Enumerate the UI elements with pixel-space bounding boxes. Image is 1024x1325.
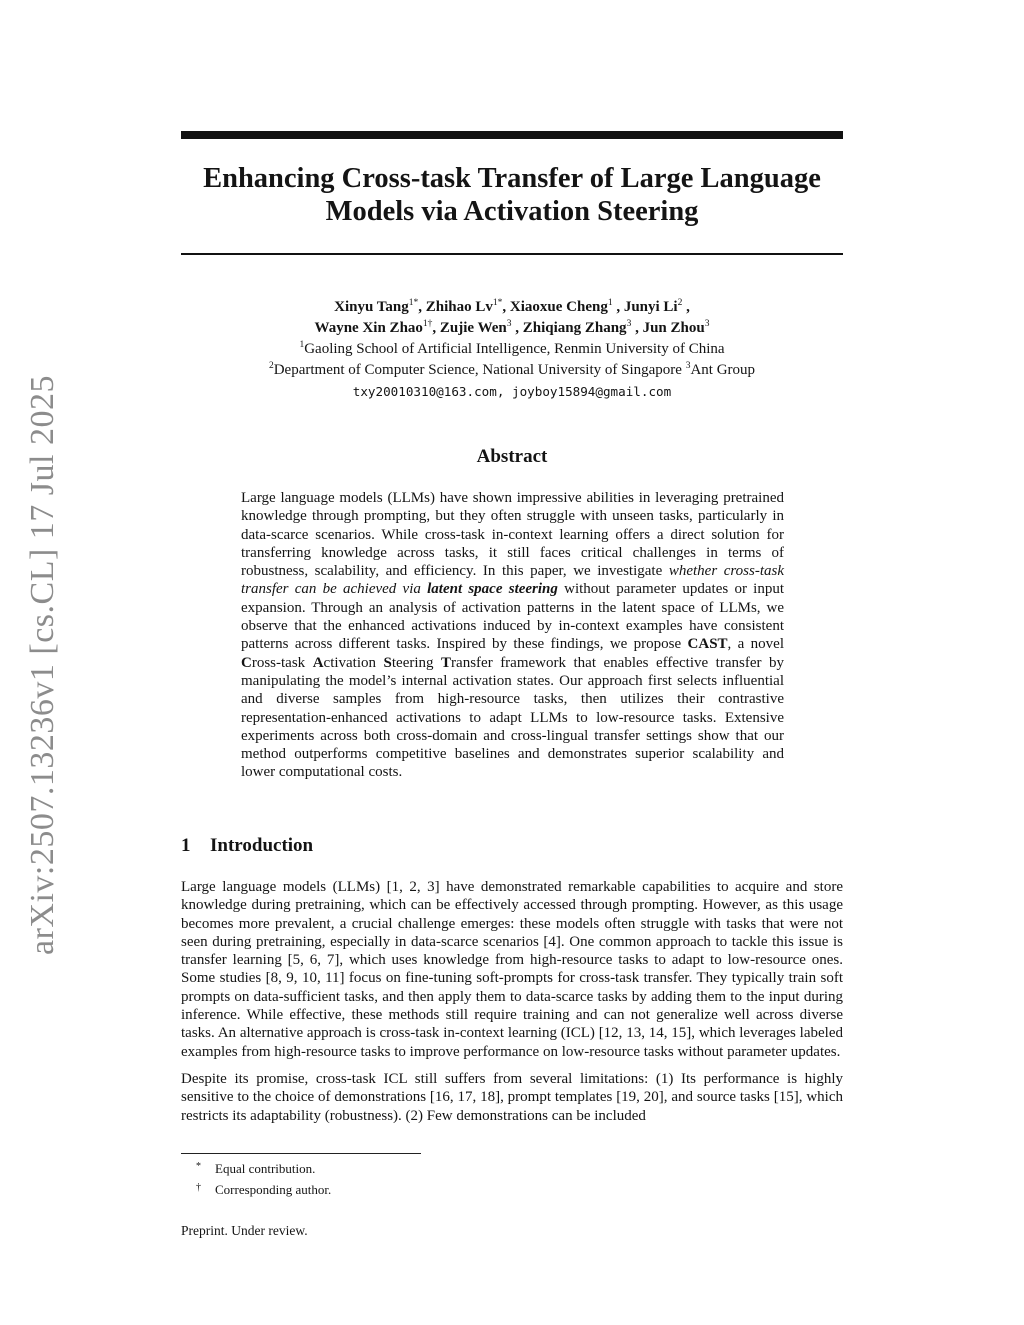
affiliation-text: Department of Computer Science, National University of Singapore bbox=[273, 362, 686, 378]
abstract-emphasis: latent space steering bbox=[427, 581, 558, 598]
footnote-mark: † bbox=[196, 1182, 201, 1193]
footnote-rule bbox=[181, 1153, 421, 1154]
author: Zhiqiang Zhang bbox=[522, 320, 627, 336]
footnote-text: Corresponding author. bbox=[215, 1182, 332, 1197]
author-affiliation-mark: 1† bbox=[422, 319, 433, 329]
author-affiliation-mark: 3 bbox=[704, 319, 710, 329]
affiliation-1 bbox=[181, 339, 843, 360]
footnote bbox=[196, 1178, 331, 1199]
acronym-letter: A bbox=[312, 654, 324, 671]
abstract-text: without parameter updates or input expansion. Through an analysis of activation patterns in the latent space of LLMs, we observe that the enhanced activations induced by in-context examples have consistent patterns across different tasks. Inspired by these findings, we propose bbox=[241, 581, 784, 653]
abstract-heading: Abstract bbox=[476, 446, 548, 467]
abstract-italic-text: whether cross-task transfer can be achieved via bbox=[241, 563, 784, 598]
section-number: 1 bbox=[181, 835, 191, 856]
section-title: Introduction bbox=[210, 835, 314, 856]
author-block bbox=[181, 297, 843, 402]
author-separator: , bbox=[432, 320, 440, 336]
author-line-2 bbox=[181, 318, 843, 339]
author: Junyi Li bbox=[623, 299, 678, 315]
title-bottom-rule bbox=[181, 253, 843, 255]
author-line-1 bbox=[181, 297, 843, 318]
abstract-text: ransfer framework that enables effective transfer by manipulating the model’s internal activation states. Our approach first selects influential and diverse samples from high-resource tasks, then utilizes their contrastive representation-enhanced activations to adapt LLMs to low-resource tasks. Extensive experiments across both cross-domain and cross-lingual transfer settings show that our method outperforms competitive baselines and demonstrates superior scalability and lower computational costs. bbox=[241, 654, 784, 781]
author-emails: txy20010310@163.com, joyboy15894@gmail.com bbox=[352, 384, 672, 399]
author-affiliation-mark: 2 bbox=[677, 298, 683, 308]
author-affiliation-mark: 3 bbox=[506, 319, 512, 329]
affiliation-text: Gaoling School of Artificial Intelligence, Renmin University of China bbox=[304, 341, 725, 357]
author: Zhihao Lv bbox=[425, 299, 493, 315]
author: Xinyu Tang bbox=[334, 299, 409, 315]
abstract-text: , a novel bbox=[727, 636, 784, 653]
author-separator: , bbox=[631, 320, 643, 336]
author-separator: , bbox=[682, 299, 690, 315]
title-top-rule bbox=[181, 131, 843, 139]
affiliation-mark: 1 bbox=[299, 340, 305, 350]
author: Zujie Wen bbox=[439, 320, 507, 336]
abstract-text: Large language models (LLMs) have shown impressive abilities in leveraging pretrained knowledge through prompting, but they often struggle with unseen tasks, particularly in data-scarce scenarios. While cross-task in-context learning offers a direct solution for transferring knowledge across tasks, it still faces critical challenges in terms of robustness, scalability, and efficiency. In this paper, we investigate bbox=[241, 490, 784, 580]
author: Jun Zhou bbox=[642, 320, 705, 336]
abstract-text: ctivation bbox=[323, 654, 384, 671]
author: Xiaoxue Cheng bbox=[509, 299, 608, 315]
author-separator: , bbox=[612, 299, 624, 315]
paragraph: Large language models (LLMs) [1, 2, 3] have demonstrated remarkable capabilities to acquire and store knowledge during pretraining, which can be effectively accessed through prompting. However, as this usage becomes more prevalent, a crucial challenge emerges: these models often struggle with tasks that were not seen during pretraining, especially in data-scarce scenarios [4]. One common approach to tackle this issue is transfer learning [5, 6, 7], which uses knowledge from high-resource tasks to adapt to low-resource ones. Some studies [8, 9, 10, 11] focus on fine-tuning soft-prompts for cross-task transfer. They typically train soft prompts on data-sufficient tasks, and then apply them to data-scarce tasks by adding them to the input during inference. While effective, these methods still require training and can not generalize well across diverse tasks. An alternative approach is cross-task in-context learning (ICL) [12, 13, 14, 15], which leverages labeled examples from high-resource tasks to improve performance on low-resource tasks without parameter updates. bbox=[181, 879, 843, 1060]
footnote-text: Equal contribution. bbox=[215, 1161, 316, 1176]
author-affiliation-mark: 3 bbox=[626, 319, 632, 329]
author-separator: , bbox=[511, 320, 523, 336]
author: Wayne Xin Zhao bbox=[314, 320, 423, 336]
section-heading-introduction bbox=[181, 835, 313, 857]
author-affiliation-mark: 1* bbox=[408, 298, 419, 308]
affiliation-mark: 3 bbox=[685, 361, 691, 371]
abstract-text: teering bbox=[391, 654, 442, 671]
arxiv-stamp: arXiv:2507.13236v1 [cs.CL] 17 Jul 2025 bbox=[24, 375, 61, 955]
introduction-body bbox=[181, 878, 843, 1125]
paragraph: Despite its promise, cross-task ICL still suffers from several limitations: (1) Its performance is highly sensitive to the choice of demonstrations [16, 17, 18], prompt templates [19, 20], and source tasks [15], which restricts its adaptability (robustness). (2) Few demonstrations can be included bbox=[181, 1070, 843, 1124]
acronym-letter: C bbox=[241, 654, 252, 671]
abstract-text: ross-task bbox=[251, 654, 313, 671]
author-separator: , bbox=[418, 299, 426, 315]
author-affiliation-mark: 1* bbox=[492, 298, 503, 308]
footnote-mark: * bbox=[196, 1161, 201, 1172]
abstract-body bbox=[241, 489, 784, 782]
acronym-letter: S bbox=[383, 654, 392, 671]
footnotes bbox=[196, 1157, 331, 1199]
author-separator: , bbox=[502, 299, 510, 315]
affiliation-mark: 2 bbox=[268, 361, 274, 371]
acronym-letter: T bbox=[441, 654, 452, 671]
affiliation-text: Ant Group bbox=[690, 362, 756, 378]
footnote bbox=[196, 1157, 331, 1178]
affiliation-2-3 bbox=[181, 360, 843, 381]
method-name: CAST bbox=[687, 636, 728, 653]
preprint-note: Preprint. Under review. bbox=[181, 1223, 308, 1238]
author-affiliation-mark: 1 bbox=[607, 298, 613, 308]
paper-title: Enhancing Cross-task Transfer of Large Language Models via Activation Steering bbox=[203, 163, 821, 227]
